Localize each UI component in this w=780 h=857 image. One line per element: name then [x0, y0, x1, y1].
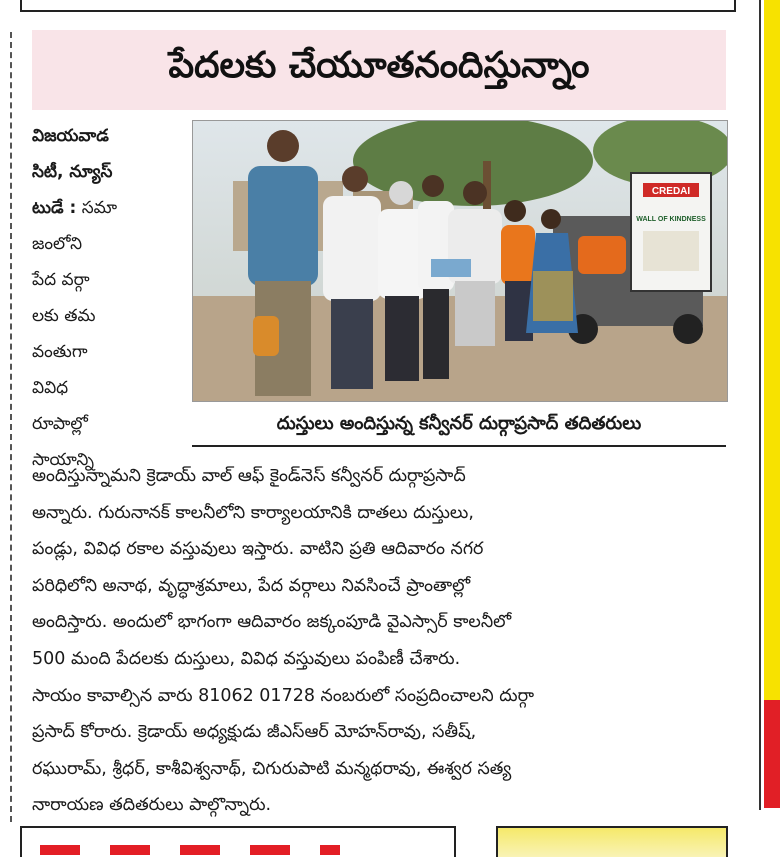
- photo-caption: దుస్తులు అందిస్తున్న కన్వీనర్ దుర్గాప్రసాద్ తదితరులు: [192, 405, 726, 447]
- body-line: అన్నారు. గురునానక్ కాలనీలోని కార్యాలయానికి దాతలు దుస్తులు,: [32, 502, 474, 523]
- body-line: అందిస్తారు. అందులో భాగంగా ఆదివారం జక్కంపూడి వైఎస్సార్ కాలనీలో: [32, 612, 512, 633]
- next-article-red-heading-fragment: [40, 845, 340, 855]
- intro-line: వివిధ: [32, 378, 69, 398]
- news-photo-illustration: [193, 121, 727, 401]
- body-line: సాయం కావాల్సిన వారు 81062 01728 నంబరులో సంప్రదించాలని దుర్గా: [32, 685, 535, 706]
- article-dateline: [32, 118, 160, 478]
- body-line: అందిస్తున్నామని క్రెడాయ్ వాల్ ఆఫ్ కైండ్‌నెస్ కన్వీనర్ దుర్గాప్రసాద్: [32, 466, 466, 486]
- body-line: 500 మంది పేదలకు దుస్తులు, వివిధ వస్తువులు పంపిణీ చేశారు.: [32, 648, 461, 669]
- intro-line: లకు తమ: [32, 306, 96, 326]
- red-side-strip: [764, 700, 780, 808]
- banner-title-text: WALL OF KINDNESS: [636, 216, 706, 223]
- body-line: ప్రసాద్ కోరారు. క్రెడాయ్ అధ్యక్షుడు జీఎస్ఆర్ మోహన్‌రావు, సతీష్,: [32, 722, 477, 743]
- top-frame-rule: [20, 0, 736, 12]
- dashed-column-border: [10, 32, 12, 822]
- body-line: పరిధిలోని అనాథ, వృద్ధాశ్రమాలు, పేద వర్గాలు నివసించే ప్రాంతాల్లో: [32, 575, 471, 596]
- intro-line: పేద వర్గా: [32, 270, 90, 290]
- news-photo: [192, 120, 728, 402]
- intro-line: జంలోని: [32, 234, 83, 254]
- column-divider: [759, 0, 761, 810]
- article-headline: పేదలకు చేయూతనందిస్తున్నాం: [168, 45, 590, 86]
- body-line: పండ్లు, వివిధ రకాల వస్తువులు ఇస్తారు. వాటిని ప్రతి ఆదివారం నగర: [32, 539, 484, 560]
- intro-line: వంతుగా: [32, 342, 88, 362]
- article-body: [32, 458, 732, 824]
- dateline-line: విజయవాడ: [32, 126, 109, 146]
- body-line: నారాయణ తదితరులు పాల్గొన్నారు.: [32, 795, 272, 816]
- intro-line: సాయాన్ని: [32, 450, 95, 470]
- adjacent-ad-box: [496, 826, 728, 857]
- banner-brand-text: CREDAI: [651, 186, 691, 197]
- dateline-line: సిటీ, న్యూస్: [32, 162, 113, 182]
- dateline-line: టుడే : సమా: [32, 198, 118, 218]
- intro-line: రూపాల్లో: [32, 414, 88, 434]
- body-line: రఘురామ్, శ్రీధర్, కాశీవిశ్వనాథ్, చిగురుపాటి మన్మథరావు, ఈశ్వర సత్య: [32, 758, 512, 779]
- yellow-side-strip: [764, 0, 780, 700]
